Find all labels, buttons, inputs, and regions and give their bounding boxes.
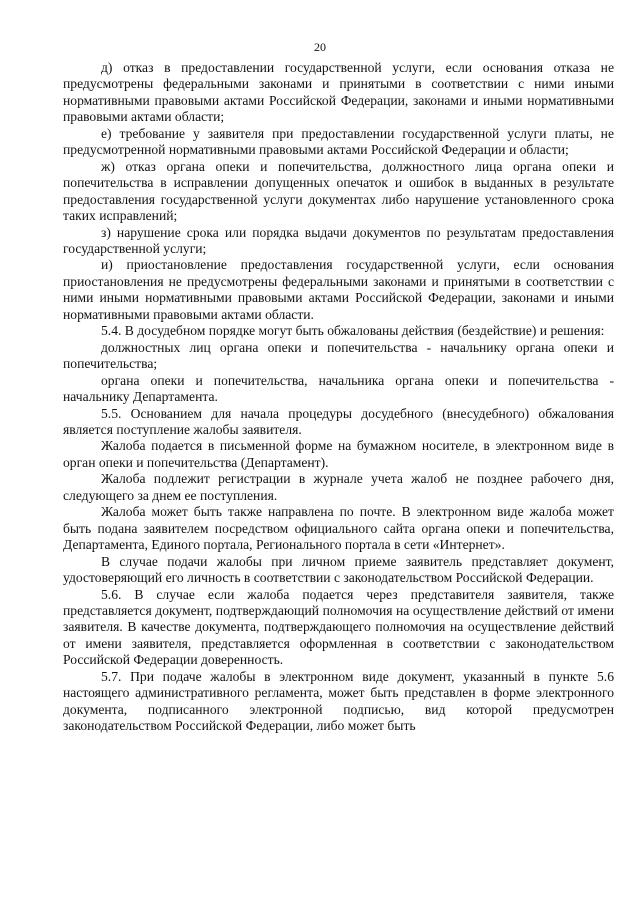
paragraph-officials: должностных лиц органа опеки и попечительства - начальнику органа опеки и попечительства; [63,339,614,372]
paragraph-personal-reception: В случае подачи жалобы при личном приеме заявитель представляет документ, удостоверяющий его личность в соответствии с законодательством Российской Федерации. [63,553,614,586]
paragraph-section-5-4: 5.4. В досудебном порядке могут быть обжалованы действия (бездействие) и решения: [101,323,605,339]
paragraph-complaint-form: Жалоба подается в письменной форме на бумажном носителе, в электронном виде в орган опеки и попечительства (Департамент). [63,438,614,470]
paragraph-section-5-7: 5.7. При подаче жалобы в электронном виде документ, указанный в пункте 5.6 настоящего административного регламента, может быть представлен в форме электронного документа, подписанного электронной подписью, вид которой предусмотрен законодательством Российской Федерации, либо может быть [63,668,614,734]
paragraph-item-z: з) нарушение срока или порядка выдачи документов по результатам предоставления государственной услуги; [63,224,614,256]
paragraph-section-5-5: 5.5. Основанием для начала процедуры досудебного (внесудебного) обжалования является поступление жалобы заявителя. [63,405,614,437]
paragraph-complaint-registration: Жалоба подлежит регистрации в журнале учета жалоб не позднее рабочего дня, следующего за днем ее поступления. [63,471,614,503]
page-number: 20 [314,40,326,54]
paragraph-item-i: и) приостановление предоставления государственной услуги, если основания приостановления не предусмотрены федеральными законами и принятыми в соответствии с ними иными нормативными правовыми актами Российской Федерации, законами и иными нормативными правовыми актами области. [63,257,614,322]
paragraph-item-d: д) отказ в предоставлении государственной услуги, если основания отказа не предусмотрены федеральными законами и принятыми в соответствии с ними иными нормативными правовыми актами Российской Федерации, законами и иными нормативными правовыми актами области; [63,60,614,125]
paragraph-guardianship-body: органа опеки и попечительства, начальника органа опеки и попечительства - начальнику Департамента. [63,372,614,405]
paragraph-section-5-6: 5.6. В случае если жалоба подается через представителя заявителя, также представляется документ, подтверждающий полномочия на осуществление действий от имени заявителя. В качестве документа, подтверждающего полномочия на осуществление действий от имени заявителя, представляется оформленная в соответствии с законодательством Российской Федерации доверенность. [63,586,614,668]
document-body [63,60,614,735]
paragraph-item-e: е) требование у заявителя при предоставлении государственной услуги платы, не предусмотренной нормативными правовыми актами Российской Федерации и области; [63,125,614,158]
paragraph-complaint-mail: Жалоба может быть также направлена по почте. В электронном виде жалоба может быть подана заявителем посредством официального сайта органа опеки и попечительства, Департамента, Единого портала, Регионального портала в сети «Интернет». [63,504,614,553]
paragraph-item-zh: ж) отказ органа опеки и попечительства, должностного лица органа опеки и попечительства в исправлении допущенных опечаток и ошибок в выданных в результате предоставления государственной услуги документах либо нарушение установленного срока таких исправлений; [63,158,614,224]
